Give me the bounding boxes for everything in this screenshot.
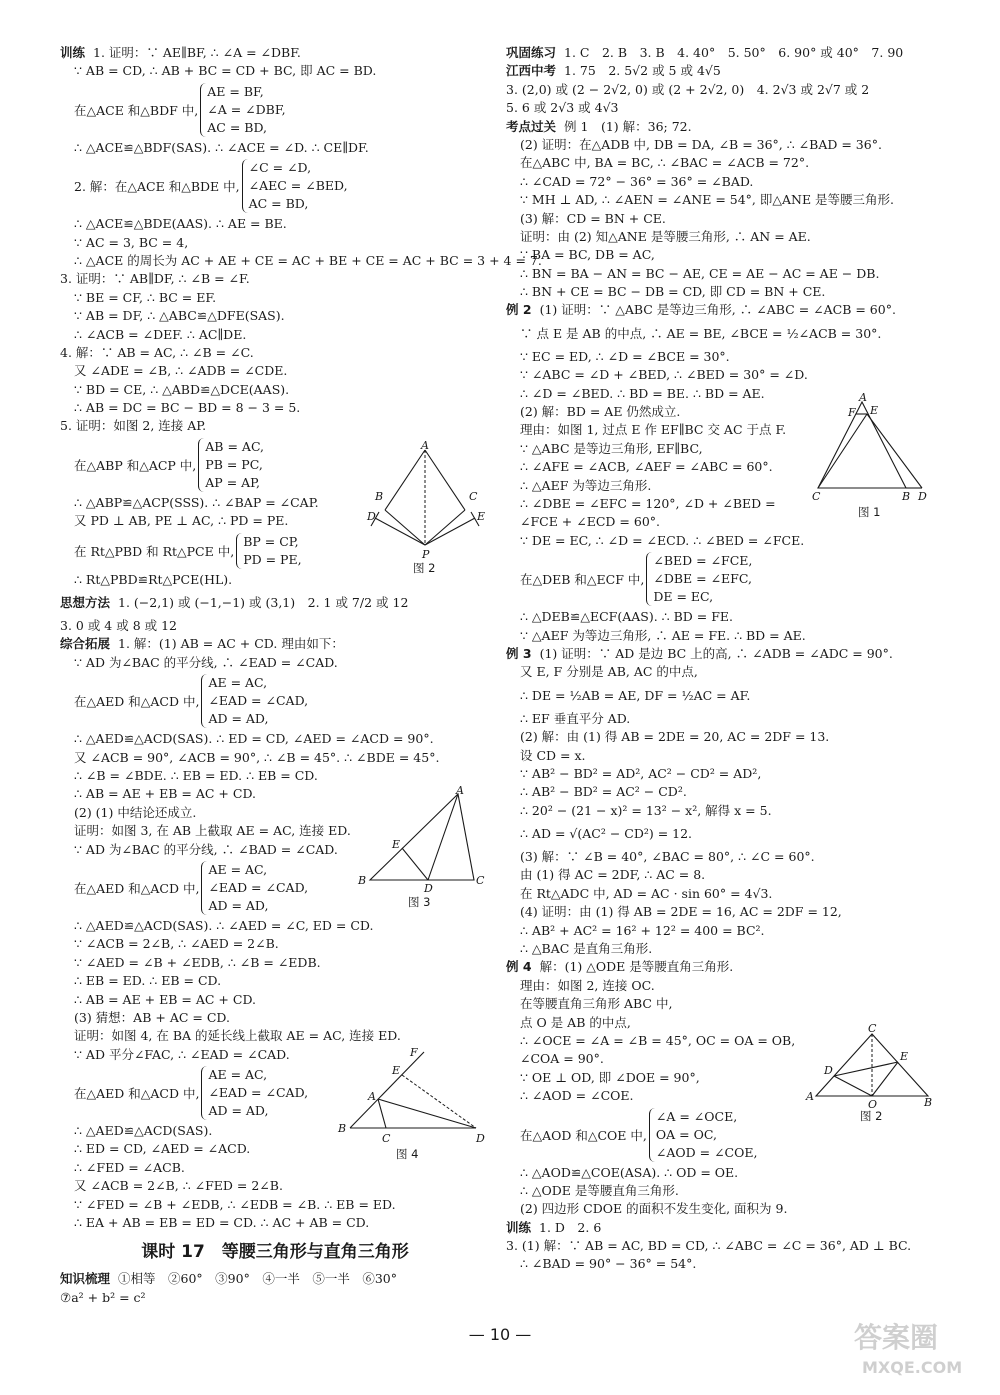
line-text: 3. 证明：∵ AB∥DF, ∴ ∠B = ∠F. xyxy=(60,271,250,287)
line-text: ∴ ED = CD, ∠AED = ∠ACD. xyxy=(74,1141,251,1157)
line-text: ∠COA = 90°. xyxy=(520,1051,604,1067)
fig1-label-a: A xyxy=(859,391,867,404)
section-label: 训练 xyxy=(506,1219,532,1235)
brace-system xyxy=(506,552,956,606)
brace-system xyxy=(60,83,490,137)
line-text: ∴ △ACE≌△BDF(SAS). ∴ ∠ACE = ∠D. ∴ CE∥DF. xyxy=(74,139,369,155)
text-line xyxy=(60,972,490,990)
line-text: ∵ △ABC 是等边三角形, EF∥BC, xyxy=(520,440,703,456)
line-text: ∴ AB² − BD² = AC² − CD². xyxy=(520,784,687,800)
brace-row: ∠A = ∠DBF, xyxy=(207,101,286,117)
line-text: ∵ 点 E 是 AB 的中点, ∴ AE = BE, ∠BCE = ½∠ACB = 30°. xyxy=(520,325,882,341)
section-label: 训练 xyxy=(60,45,86,60)
text-line xyxy=(60,1214,490,1232)
line-text: ⑦a² + b² = c² xyxy=(60,1289,146,1305)
text-line xyxy=(506,1182,956,1200)
text-line xyxy=(60,1027,490,1045)
text-line xyxy=(506,747,956,765)
brace-row: AD = AD, xyxy=(208,897,269,913)
fig3-label-d: D xyxy=(424,882,433,895)
labeled-line xyxy=(506,118,956,136)
line-text: ∵ AD 为∠BAC 的平分线, ∴ ∠EAD = ∠CAD. xyxy=(74,654,338,670)
fig2r-label-e: E xyxy=(900,1050,909,1063)
text-line xyxy=(506,627,956,645)
fig1-label-c: C xyxy=(812,490,821,503)
labeled-line xyxy=(60,1270,490,1288)
line-text: 例 1 (1) 解：36; 72. xyxy=(564,118,692,134)
line-text: 1. C 2. B 3. B 4. 40° 5. 50° 6. 90° 或 40° 7. 90 xyxy=(564,45,904,60)
fig1-label-f: F xyxy=(848,406,856,419)
fig4-label-f: F xyxy=(410,1046,418,1059)
line-text: ∵ AB = CD, ∴ AB + BC = CD + BC, 即 AC = BD. xyxy=(74,63,377,79)
fig4-label-a: A xyxy=(368,1090,376,1103)
labeled-line xyxy=(60,589,490,617)
brace-row: AD = AD, xyxy=(208,711,269,727)
line-text: ∵ OE ⊥ OD, 即 ∠DOE = 90°, xyxy=(520,1069,700,1085)
fig2r-label-o: O xyxy=(868,1098,878,1111)
line-text: (2) 四边形 CDOE 的面积不发生变化, 面积为 9. xyxy=(520,1201,788,1217)
line-text: ∵ AC = 3, BC = 4, xyxy=(74,234,189,250)
fig2r-caption: 图 2 xyxy=(860,1109,883,1123)
brace-lead: 在△AED 和△ACD 中, xyxy=(74,694,200,710)
figure-4 xyxy=(336,1044,490,1164)
brace-rows xyxy=(236,533,301,569)
text-line xyxy=(60,767,490,785)
fig4-label-e: E xyxy=(392,1064,401,1077)
watermark-url: MXQE.COM xyxy=(862,1358,963,1377)
figure-2-right xyxy=(806,1024,946,1124)
text-line xyxy=(506,866,956,884)
labeled-line xyxy=(60,635,490,653)
line-text: 3. (1) 解：∵ AB = AC, BD = CD, ∴ ∠ABC = ∠C = 36°, AD ⊥ BC. xyxy=(506,1238,912,1254)
text-line xyxy=(506,1164,956,1182)
brace-row: OA = OC, xyxy=(655,1126,717,1142)
brace-row: ∠EAD = ∠CAD, xyxy=(208,879,309,895)
line-text: ∴ BN = BA − AN = BC − AE, CE = AE − AC = AE − DB. xyxy=(520,265,880,281)
line-text: ∴ ∠B = ∠BDE. ∴ EB = ED. ∴ EB = CD. xyxy=(74,767,318,783)
brace-row: DE = EC, xyxy=(653,589,714,605)
fig4-label-b: B xyxy=(338,1122,347,1135)
labeled-line xyxy=(506,44,956,62)
text-line xyxy=(506,710,956,728)
text-line xyxy=(506,1237,956,1255)
line-text: 又 E, F 分别是 AB, AC 的中点, xyxy=(520,664,698,680)
text-line xyxy=(60,730,490,748)
line-text: (2) 解：由 (1) 得 AB = 2DE = 20, AC = 2DF = 13. xyxy=(520,729,830,745)
line-text: 点 O 是 AB 的中点, xyxy=(520,1014,631,1030)
line-text: ∴ △ACE 的周长为 AC + AE + CE = AC + BE + CE = AC + BC = 3 + 4 = 7. xyxy=(74,252,542,268)
section-label: 考点过关 xyxy=(506,118,557,134)
brace-row: AE = AC, xyxy=(208,675,268,691)
fig3-caption: 图 3 xyxy=(408,895,431,909)
text-line xyxy=(506,663,956,681)
text-line xyxy=(506,922,956,940)
labeled-line xyxy=(506,301,956,319)
fig1-label-d: D xyxy=(918,490,927,503)
line-text: ∴ AB² + AC² = 16² + 12² = 400 = BC². xyxy=(520,922,765,938)
fig4-label-c: C xyxy=(382,1132,391,1145)
line-text: 又 PD ⊥ AB, PE ⊥ AC, ∴ PD = PE. xyxy=(74,513,289,529)
brace-row: AC = BD, xyxy=(248,196,309,212)
line-text: ∵ AD 为∠BAC 的平分线, ∴ ∠BAD = ∠CAD. xyxy=(74,841,338,857)
text-line xyxy=(60,399,490,417)
brace-lead: 在△AED 和△ACD 中, xyxy=(74,1086,200,1102)
brace-row: ∠C = ∠D, xyxy=(248,160,312,176)
line-text: 1. 证明：∵ AE∥BF, ∴ ∠A = ∠DBF. xyxy=(93,45,301,60)
brace-rows xyxy=(201,861,308,915)
line-text: (3) 解：∵ ∠B = 40°, ∠BAC = 80°, ∴ ∠C = 60°. xyxy=(520,849,815,865)
fig2r-label-b: B xyxy=(924,1096,933,1109)
text-line xyxy=(506,228,956,246)
line-text: ∴ ∠AOD = ∠COE. xyxy=(520,1088,634,1104)
brace-lead: 在△DEB 和△ECF 中, xyxy=(520,572,645,588)
fig2r-label-a: A xyxy=(806,1090,814,1103)
brace-lead: 在△AOD 和△COE 中, xyxy=(520,1127,647,1143)
text-line xyxy=(506,728,956,746)
line-text: 在等腰直角三角形 ABC 中, xyxy=(520,996,673,1012)
text-line xyxy=(506,1200,956,1218)
fig3-label-b: B xyxy=(358,874,367,887)
section-label: 知识梳理 xyxy=(60,1271,111,1287)
line-text: ∴ ∠OCE = ∠A = ∠B = 45°, OC = OA = OB, xyxy=(520,1032,796,1048)
line-text: 又 ∠ADE = ∠B, ∴ ∠ADB = ∠CDE. xyxy=(74,363,288,379)
watermark xyxy=(848,1311,978,1381)
line-text: ∴ DE = ½AB = AE, DF = ½AC = AF. xyxy=(520,687,751,703)
line-text: (3) 猜想：AB + AC = CD. xyxy=(74,1009,230,1025)
line-text: 1. 75 2. 5√2 或 5 或 4√5 xyxy=(564,63,721,79)
brace-row: ∠BED = ∠FCE, xyxy=(653,553,753,569)
brace-row: AD = AD, xyxy=(208,1103,269,1119)
brace-system xyxy=(60,159,490,213)
text-line xyxy=(506,848,956,866)
watermark-text: 答案圈 xyxy=(854,1321,939,1354)
line-text: ∴ ∠DBE = ∠EFC = 120°, ∠D + ∠BED = xyxy=(520,495,776,511)
line-text: ∴ EA + AB = EB = ED = CD. ∴ AC + AB = CD. xyxy=(74,1215,370,1231)
line-text: ∴ ∠AFE = ∠ACB, ∠AEF = ∠ABC = 60°. xyxy=(520,459,773,475)
labeled-line xyxy=(60,44,490,62)
brace-rows xyxy=(201,674,308,728)
text-line xyxy=(60,289,490,307)
line-text: (2) 证明：在△ADB 中, DB = DA, ∠B = 36°, ∴ ∠BAD = 36°. xyxy=(520,136,882,152)
line-text: ∴ △ABP≌△ACP(SSS). ∴ ∠BAP = ∠CAP. xyxy=(74,494,319,510)
brace-row: PB = PC, xyxy=(205,456,263,472)
line-text: 又 ∠ACB = 90°, ∠ACB = 90°, ∴ ∠B = 45°. ∴ ∠BDE = 45°. xyxy=(74,749,440,765)
figure-1-right xyxy=(810,392,940,522)
brace-row: AE = BF, xyxy=(207,83,264,99)
text-line xyxy=(60,215,490,233)
text-line xyxy=(60,234,490,252)
line-text: (1) 证明：∵ △ABC 是等边三角形, ∴ ∠ABC = ∠ACB = 60°. xyxy=(539,302,896,318)
text-line xyxy=(60,139,490,157)
fig2r-label-d: D xyxy=(824,1064,833,1077)
line-text: ∵ ∠AED = ∠B + ∠EDB, ∴ ∠B = ∠EDB. xyxy=(74,954,321,970)
fig1-label-b: B xyxy=(902,490,911,503)
line-text: ∵ EC = ED, ∴ ∠D = ∠BCE = 30°. xyxy=(520,348,730,364)
brace-rows xyxy=(646,552,752,606)
line-text: ∵ ∠ABC = ∠D + ∠BED, ∴ ∠BED = 30° = ∠D. xyxy=(520,367,808,383)
labeled-line xyxy=(506,958,956,976)
line-text: 理由：如图 1, 过点 E 作 EF∥BC 交 AC 于点 F. xyxy=(520,422,787,438)
text-line xyxy=(506,885,956,903)
line-text: 1. (−2,1) 或 (−1,−1) 或 (3,1) 2. 1 或 7/2 或 12 xyxy=(118,595,409,611)
brace-row: ∠AOD = ∠COE, xyxy=(655,1144,758,1160)
line-text: ∴ △AED≌△ACD(SAS). ∴ ∠AED = ∠C, ED = CD. xyxy=(74,917,374,933)
text-line xyxy=(506,366,956,384)
fig1-label-e: E xyxy=(870,404,879,417)
line-text: ∵ BE = CF, ∴ BC = EF. xyxy=(74,289,217,305)
line-text: 设 CD = x. xyxy=(520,747,586,763)
brace-lead: 在△ABP 和△ACP 中, xyxy=(74,457,197,473)
brace-system xyxy=(60,674,490,728)
text-line xyxy=(60,1289,490,1307)
text-line xyxy=(60,749,490,767)
line-text: ∴ ∠CAD = 72° − 36° = 36° = ∠BAD. xyxy=(520,173,754,189)
line-text: ∵ AD 平分∠FAC, ∴ ∠EAD = ∠CAD. xyxy=(74,1046,290,1062)
text-line xyxy=(60,1177,490,1195)
text-line xyxy=(506,940,956,958)
text-line xyxy=(506,246,956,264)
line-text: ∴ △ACE≌△BDE(AAS). ∴ AE = BE. xyxy=(74,216,287,232)
brace-row: AE = AC, xyxy=(208,1067,268,1083)
fig3-label-a: A xyxy=(456,784,464,797)
line-text: 3. (2,0) 或 (2 − 2√2, 0) 或 (2 + 2√2, 0) 4. 2√3 或 2√7 或 2 xyxy=(506,81,870,97)
text-line xyxy=(506,995,956,1013)
brace-rows xyxy=(200,83,285,137)
text-line xyxy=(60,1009,490,1027)
text-line xyxy=(60,252,542,270)
line-text: ∴ AB = AE + EB = AC + CD. xyxy=(74,991,256,1007)
text-line xyxy=(506,977,956,995)
section-label: 思想方法 xyxy=(60,595,111,611)
section-label: 江西中考 xyxy=(506,63,557,79)
line-text: 在△ABC 中, BA = BC, ∴ ∠BAC = ∠ACB = 72°. xyxy=(520,155,810,171)
line-text: (2) 解：BD = AE 仍然成立. xyxy=(520,404,681,420)
text-line xyxy=(506,320,956,348)
text-line xyxy=(60,654,490,672)
text-line xyxy=(506,265,956,283)
labeled-line xyxy=(506,1219,956,1237)
text-line xyxy=(506,173,956,191)
line-text: ∵ BA = BC, DB = AC, xyxy=(520,247,655,263)
text-line xyxy=(60,270,490,288)
line-text: ∴ Rt△PBD≌Rt△PCE(HL). xyxy=(74,571,233,587)
fig3-label-c: C xyxy=(476,874,485,887)
brace-row: PD = PE, xyxy=(243,551,302,567)
fig2-caption: 图 2 xyxy=(413,561,436,575)
brace-rows xyxy=(649,1108,758,1162)
section-label: 例 4 xyxy=(506,959,532,975)
line-text: ∴ 20² − (21 − x)² = 13² − x², 解得 x = 5. xyxy=(520,802,772,818)
line-text: ∴ △AED≌△ACD(SAS). xyxy=(74,1123,213,1139)
line-text: ∴ ∠ACB = ∠DEF. ∴ AC∥DE. xyxy=(74,326,247,342)
text-line xyxy=(60,362,490,380)
fig3-label-e: E xyxy=(392,838,401,851)
text-line xyxy=(506,903,956,921)
fig2-label-b: B xyxy=(375,490,384,503)
text-line xyxy=(60,617,490,635)
line-text: 1. 解：(1) AB = AC + CD. 理由如下： xyxy=(118,636,344,652)
section-label: 综合拓展 xyxy=(60,636,111,652)
fig2-label-p: P xyxy=(422,548,430,561)
line-text: ∴ EB = ED. ∴ EB = CD. xyxy=(74,973,222,989)
section-label: 例 3 xyxy=(506,645,532,661)
text-line xyxy=(60,326,490,344)
fig4-caption: 图 4 xyxy=(396,1147,419,1161)
line-text: (2) (1) 中结论还成立. xyxy=(74,804,197,820)
text-line xyxy=(60,991,490,1009)
brace-row: ∠EAD = ∠CAD, xyxy=(208,693,309,709)
brace-rows xyxy=(201,1066,308,1120)
figure-2-left xyxy=(365,440,490,575)
brace-lead: 在 Rt△PBD 和 Rt△PCE 中, xyxy=(74,543,235,559)
brace-lead: 在△AED 和△ACD 中, xyxy=(74,880,200,896)
line-text: 证明：如图 3, 在 AB 上截取 AE = AC, 连接 ED. xyxy=(74,823,351,839)
text-line xyxy=(60,954,490,972)
line-text: ∴ △AEF 为等边三角形. xyxy=(520,477,652,493)
text-line xyxy=(60,381,490,399)
line-text: 由 (1) 得 AC = 2DF, ∴ AC = 8. xyxy=(520,867,706,883)
text-line xyxy=(506,191,956,209)
line-text: 证明：如图 4, 在 BA 的延长线上截取 AE = AC, 连接 ED. xyxy=(74,1028,401,1044)
line-text: ∴ BN + CE = BC − DB = CD, 即 CD = BN + CE. xyxy=(520,284,826,300)
fig2-label-e: E xyxy=(477,510,486,523)
text-line xyxy=(60,917,490,935)
text-line xyxy=(60,1196,490,1214)
line-text: (1) 证明：∵ AD 是边 BC 上的高, ∴ ∠ADB = ∠ADC = 90°. xyxy=(539,645,893,661)
line-text: 又 ∠ACB = 2∠B, ∴ ∠FED = 2∠B. xyxy=(74,1178,283,1194)
brace-lead: 2. 解：在△ACE 和△BDE 中, xyxy=(74,179,240,195)
fig2-label-a: A xyxy=(421,439,429,452)
text-line xyxy=(506,283,956,301)
line-text: 证明：由 (2) 知△ANE 是等腰三角形, ∴ AN = AE. xyxy=(520,228,811,244)
section-title: 课时 17 等腰三角形与直角三角形 xyxy=(141,1242,409,1263)
labeled-line xyxy=(506,62,956,80)
line-text: ∵ △AEF 为等边三角形, ∴ AE = FE. ∴ BD = AE. xyxy=(520,627,806,643)
line-text: 5. 6 或 2√3 或 4√3 xyxy=(506,100,619,116)
brace-rows xyxy=(198,438,264,492)
line-text: ∵ AB² − BD² = AD², AC² − CD² = AD², xyxy=(520,765,762,781)
text-line xyxy=(506,802,956,820)
section-label: 巩固练习 xyxy=(506,45,557,60)
line-text: ∵ ∠FED = ∠B + ∠EDB, ∴ ∠EDB = ∠B. ∴ EB = ED. xyxy=(74,1196,396,1212)
line-text: ①相等 ②60° ③90° ④一半 ⑤一半 ⑥30° xyxy=(118,1271,397,1287)
text-line xyxy=(506,210,956,228)
brace-lead: 在△ACE 和△BDF 中, xyxy=(74,102,199,118)
line-text: ∴ △DEB≌△ECF(AAS). ∴ BD = FE. xyxy=(520,609,733,625)
fig4-label-d: D xyxy=(476,1132,485,1145)
brace-rows xyxy=(242,159,348,213)
line-text: ∴ △BAC 是直角三角形. xyxy=(520,941,653,957)
fig1-caption: 图 1 xyxy=(858,505,881,519)
text-line xyxy=(60,307,490,325)
text-line xyxy=(60,62,490,80)
brace-row: ∠A = ∠OCE, xyxy=(655,1108,738,1124)
line-text: ∴ ∠BAD = 90° − 36° = 54°. xyxy=(520,1256,697,1272)
line-text: ∴ △AOD≌△COE(ASA). ∴ OD = OE. xyxy=(520,1164,739,1180)
brace-row: AB = AC, xyxy=(205,438,265,454)
line-text: 1. D 2. 6 xyxy=(539,1219,602,1235)
text-line xyxy=(60,935,490,953)
text-line xyxy=(506,765,956,783)
text-line xyxy=(506,136,956,154)
text-line xyxy=(506,99,956,117)
text-line xyxy=(506,1255,956,1273)
text-line xyxy=(506,154,956,172)
text-line xyxy=(60,417,490,435)
text-line xyxy=(506,820,956,848)
line-text: ∴ ∠D = ∠BED. ∴ BD = BE. ∴ BD = AE. xyxy=(520,385,765,401)
text-line xyxy=(506,682,956,710)
brace-row: BP = CP, xyxy=(243,533,299,549)
line-text: 解：(1) △ODE 是等腰直角三角形. xyxy=(539,959,734,975)
text-line xyxy=(506,81,956,99)
line-text: ∴ △AED≌△ACD(SAS). ∴ ED = CD, ∠AED = ∠ACD = 90°. xyxy=(74,731,434,747)
text-line xyxy=(60,344,490,362)
line-text: 在 Rt△ADC 中, AD = AC · sin 60° = 4√3. xyxy=(520,885,773,901)
fig2-label-d: D xyxy=(367,510,376,523)
fig2-label-c: C xyxy=(469,490,478,503)
line-text: 理由：如图 2, 连接 OC. xyxy=(520,977,655,993)
brace-row: ∠EAD = ∠CAD, xyxy=(208,1085,309,1101)
text-line xyxy=(506,608,956,626)
line-text: ∴ △ODE 是等腰直角三角形. xyxy=(520,1182,679,1198)
line-text: ∴ AB = DC = BC − BD = 8 − 3 = 5. xyxy=(74,400,301,416)
line-text: ∵ MH ⊥ AD, ∴ ∠AEN = ∠ANE = 54°, 即△ANE 是等腰三角形. xyxy=(520,192,895,208)
brace-row: AE = AC, xyxy=(208,861,268,877)
brace-row: AC = BD, xyxy=(207,119,267,135)
line-text: (3) 解：CD = BN + CE. xyxy=(520,210,666,226)
fig2r-label-c: C xyxy=(868,1022,877,1035)
text-line xyxy=(506,783,956,801)
line-text: (4) 证明：由 (1) 得 AB = 2DE = 16, AC = 2DF = 12, xyxy=(520,904,842,920)
text-line xyxy=(506,532,956,550)
line-text: ∴ ∠FED = ∠ACB. xyxy=(74,1159,185,1175)
line-text: ∴ EF 垂直平分 AD. xyxy=(520,710,631,726)
line-text: 3. 0 或 4 或 8 或 12 xyxy=(60,618,178,634)
brace-row: AP = AP, xyxy=(205,474,261,490)
line-text: ∵ DE = EC, ∴ ∠D = ∠ECD. ∴ ∠BED = ∠FCE. xyxy=(520,532,805,548)
text-line xyxy=(506,348,956,366)
line-text: 4. 解：∵ AB = AC, ∴ ∠B = ∠C. xyxy=(60,344,254,360)
figure-3 xyxy=(352,784,490,909)
line-text: ∵ ∠ACB = 2∠B, ∴ ∠AED = 2∠B. xyxy=(74,936,279,952)
line-text: ∴ AD = √(AC² − CD²) = 12. xyxy=(520,826,693,842)
line-text: ∵ AB = DF, ∴ △ABC≌△DFE(SAS). xyxy=(74,308,285,324)
line-text: 5. 证明：如图 2, 连接 AP. xyxy=(60,418,207,434)
line-text: ∠FCE + ∠ECD = 60°. xyxy=(520,514,660,530)
brace-row: ∠AEC = ∠BED, xyxy=(248,178,348,194)
page-number: — 10 — xyxy=(468,1325,532,1344)
line-text: ∵ BD = CE, ∴ △ABD≌△DCE(AAS). xyxy=(74,381,290,397)
line-text: ∴ AB = AE + EB = AC + CD. xyxy=(74,786,256,802)
section-label: 例 2 xyxy=(506,302,532,318)
brace-row: ∠DBE = ∠EFC, xyxy=(653,571,752,587)
labeled-line xyxy=(506,645,956,663)
